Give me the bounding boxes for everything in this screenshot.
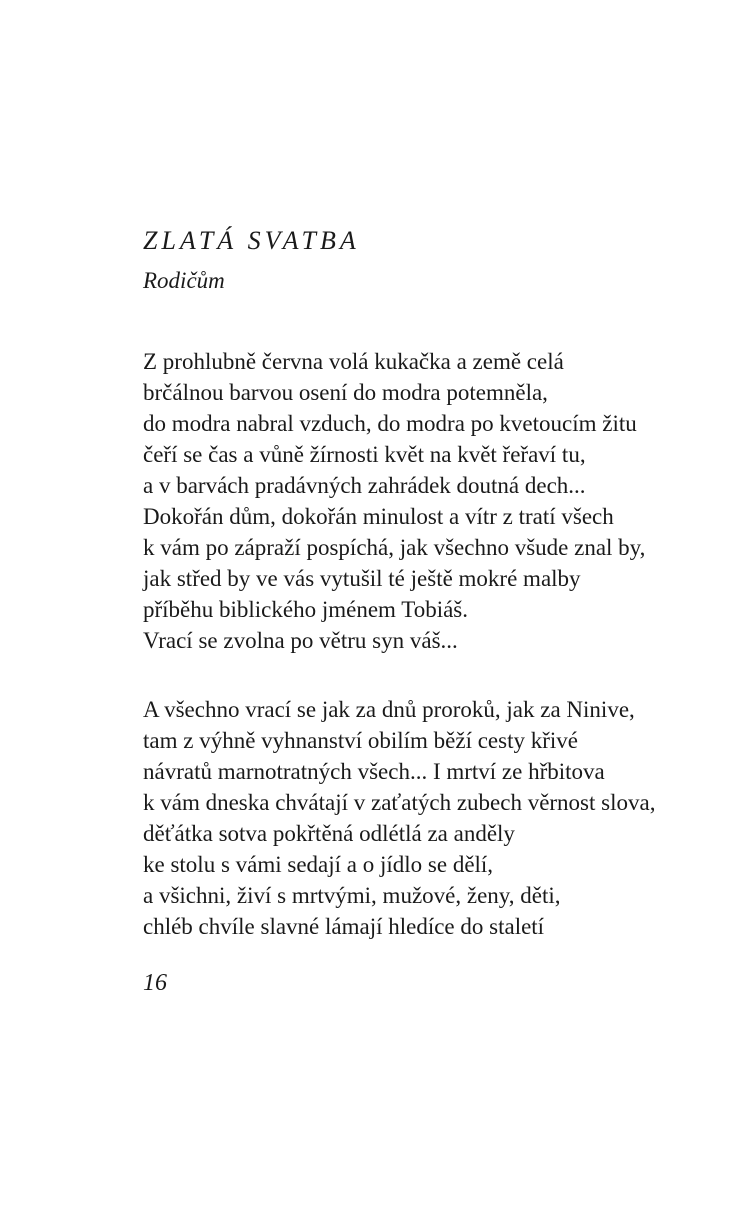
verse-line: jak střed by ve vás vytušil té ještě mokré malby <box>143 566 581 591</box>
verse-line: chléb chvíle slavné lámají hledíce do staletí <box>143 914 545 939</box>
stanza-1 <box>143 346 645 656</box>
verse-line: tam z výhně vyhnanství obilím běží cesty křivé <box>143 728 578 753</box>
verse-line: A všechno vrací se jak za dnů proroků, jak za Ninive, <box>143 697 635 722</box>
verse-line: k vám po zápraží pospíchá, jak všechno všude znal by, <box>143 535 646 560</box>
verse-line: Dokořán dům, dokořán minulost a vítr z tratí všech <box>143 504 614 529</box>
verse-line: Z prohlubně června volá kukačka a země celá <box>143 349 564 374</box>
verse-line: ke stolu s vámi sedají a o jídlo se dělí, <box>143 852 494 877</box>
verse-line: k vám dneska chvátají v zaťatých zubech věrnost slova, <box>143 790 656 815</box>
verse-line: děťátka sotva pokřtěná odlétlá za anděly <box>143 821 515 846</box>
verse-line: a v barvách pradávných zahrádek doutná dech... <box>143 473 586 498</box>
stanza-2 <box>143 694 655 942</box>
verse-line: příběhu biblického jménem Tobiáš. <box>143 597 469 622</box>
verse-line: čeří se čas a vůně žírnosti květ na květ řeřaví tu, <box>143 442 586 467</box>
page-number: 16 <box>143 970 167 996</box>
verse-line: Vrací se zvolna po větru syn váš... <box>143 628 458 653</box>
verse-line: brčálnou barvou osení do modra potemněla, <box>143 380 548 405</box>
verse-line: návratů marnotratných všech... I mrtví ze hřbitova <box>143 759 605 784</box>
poem-dedication: Rodičům <box>143 268 225 293</box>
verse-line: a všichni, živí s mrtvými, mužové, ženy, děti, <box>143 883 561 908</box>
poem-title: ZLATÁ SVATBA <box>143 226 360 255</box>
verse-line: do modra nabral vzduch, do modra po kvetoucím žitu <box>143 411 637 436</box>
